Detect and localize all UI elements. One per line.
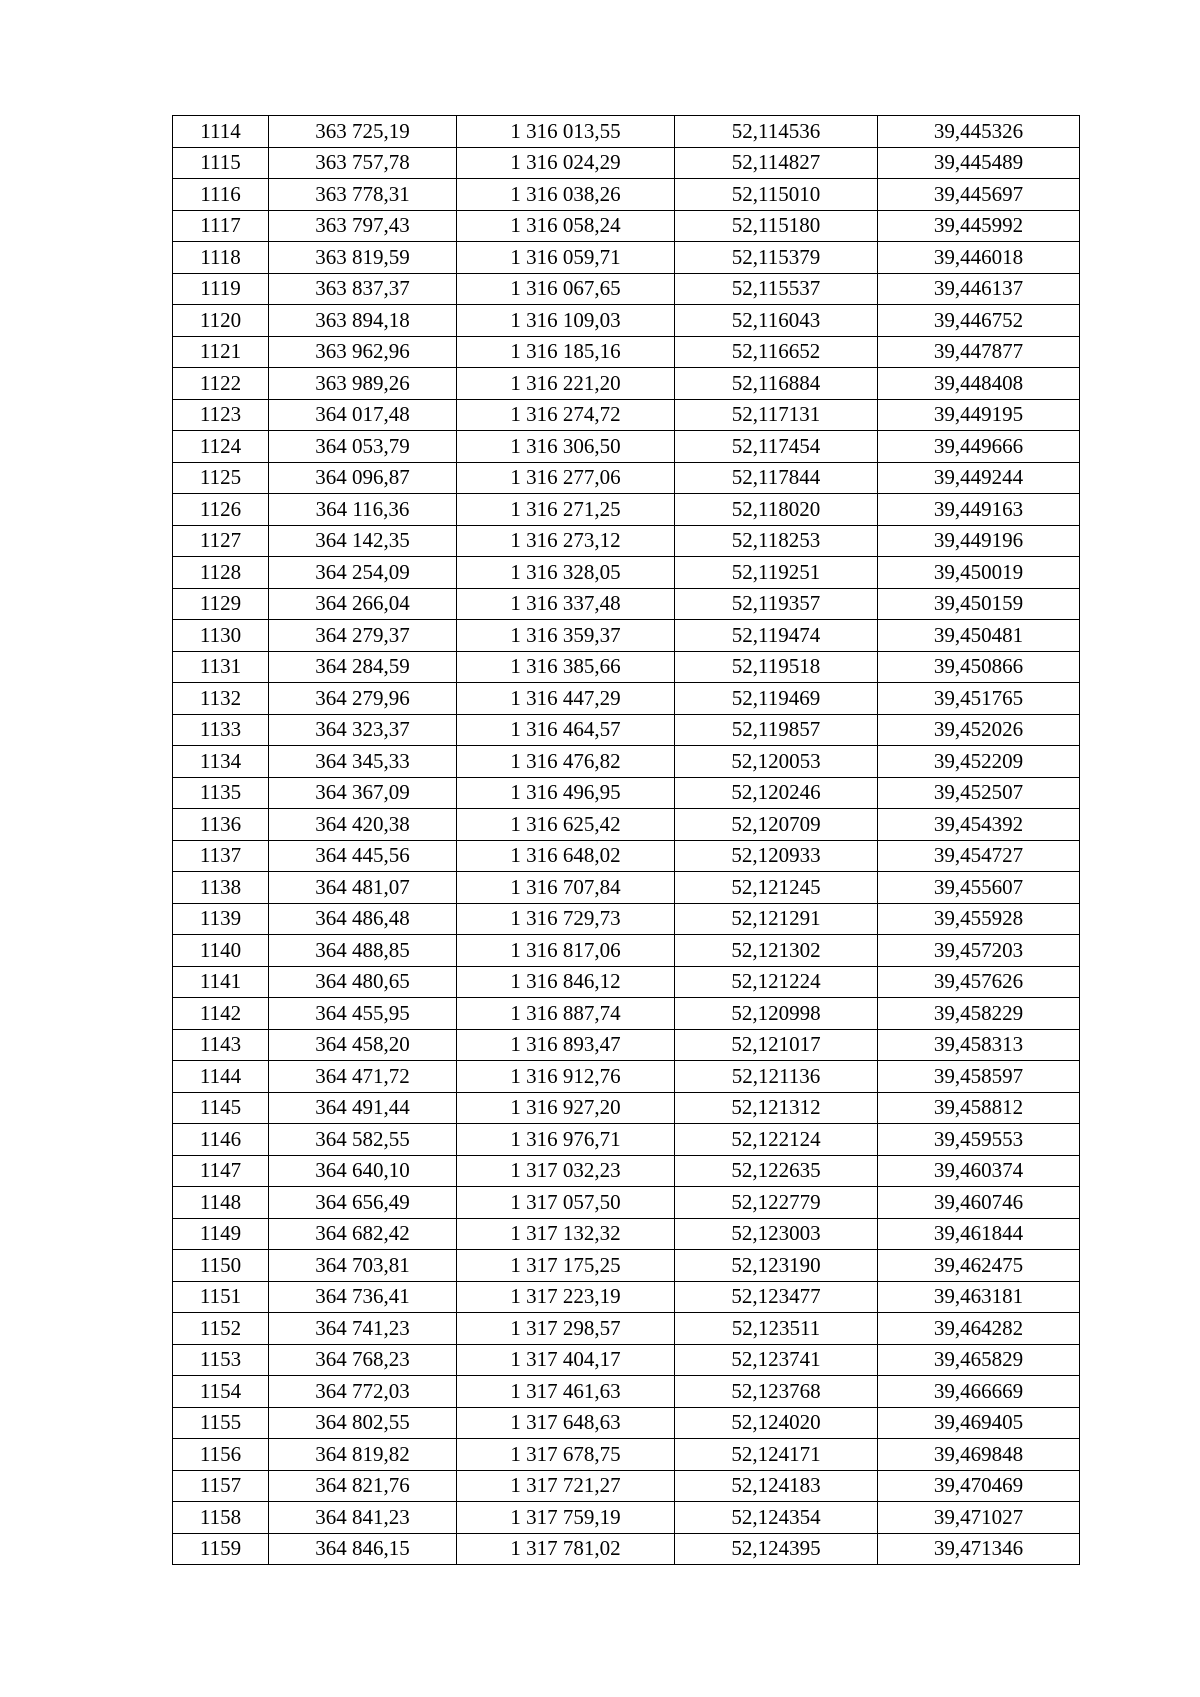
- longitude-cell: 39,457203: [878, 935, 1080, 967]
- table-row: [173, 1124, 1080, 1156]
- x-coordinate-cell: 364 841,23: [269, 1502, 457, 1534]
- table-row: [173, 336, 1080, 368]
- longitude-cell: 39,450019: [878, 557, 1080, 589]
- point-number-cell: 1140: [173, 935, 269, 967]
- point-number-cell: 1136: [173, 809, 269, 841]
- point-number-cell: 1149: [173, 1218, 269, 1250]
- table-row: [173, 494, 1080, 526]
- longitude-cell: 39,449163: [878, 494, 1080, 526]
- longitude-cell: 39,471027: [878, 1502, 1080, 1534]
- x-coordinate-cell: 364 491,44: [269, 1092, 457, 1124]
- table-row: [173, 588, 1080, 620]
- latitude-cell: 52,119357: [675, 588, 878, 620]
- latitude-cell: 52,115010: [675, 179, 878, 211]
- point-number-cell: 1117: [173, 210, 269, 242]
- longitude-cell: 39,449666: [878, 431, 1080, 463]
- longitude-cell: 39,466669: [878, 1376, 1080, 1408]
- y-coordinate-cell: 1 316 846,12: [457, 966, 675, 998]
- longitude-cell: 39,461844: [878, 1218, 1080, 1250]
- latitude-cell: 52,123190: [675, 1250, 878, 1282]
- point-number-cell: 1132: [173, 683, 269, 715]
- longitude-cell: 39,454392: [878, 809, 1080, 841]
- point-number-cell: 1119: [173, 273, 269, 305]
- y-coordinate-cell: 1 316 476,82: [457, 746, 675, 778]
- y-coordinate-cell: 1 317 721,27: [457, 1470, 675, 1502]
- latitude-cell: 52,119251: [675, 557, 878, 589]
- latitude-cell: 52,120246: [675, 777, 878, 809]
- longitude-cell: 39,448408: [878, 368, 1080, 400]
- table-row: [173, 462, 1080, 494]
- point-number-cell: 1122: [173, 368, 269, 400]
- longitude-cell: 39,445489: [878, 147, 1080, 179]
- y-coordinate-cell: 1 317 781,02: [457, 1533, 675, 1565]
- latitude-cell: 52,123511: [675, 1313, 878, 1345]
- table-row: [173, 147, 1080, 179]
- table-row: [173, 1155, 1080, 1187]
- latitude-cell: 52,118253: [675, 525, 878, 557]
- point-number-cell: 1135: [173, 777, 269, 809]
- latitude-cell: 52,120053: [675, 746, 878, 778]
- latitude-cell: 52,114827: [675, 147, 878, 179]
- latitude-cell: 52,121245: [675, 872, 878, 904]
- y-coordinate-cell: 1 316 038,26: [457, 179, 675, 211]
- y-coordinate-cell: 1 316 306,50: [457, 431, 675, 463]
- x-coordinate-cell: 364 420,38: [269, 809, 457, 841]
- point-number-cell: 1157: [173, 1470, 269, 1502]
- longitude-cell: 39,463181: [878, 1281, 1080, 1313]
- x-coordinate-cell: 364 458,20: [269, 1029, 457, 1061]
- x-coordinate-cell: 364 053,79: [269, 431, 457, 463]
- x-coordinate-cell: 364 279,37: [269, 620, 457, 652]
- latitude-cell: 52,115379: [675, 242, 878, 274]
- longitude-cell: 39,469848: [878, 1439, 1080, 1471]
- table-row: [173, 714, 1080, 746]
- point-number-cell: 1155: [173, 1407, 269, 1439]
- x-coordinate-cell: 364 819,82: [269, 1439, 457, 1471]
- coordinates-table-body: [173, 116, 1080, 1565]
- point-number-cell: 1123: [173, 399, 269, 431]
- latitude-cell: 52,121224: [675, 966, 878, 998]
- y-coordinate-cell: 1 317 678,75: [457, 1439, 675, 1471]
- latitude-cell: 52,124020: [675, 1407, 878, 1439]
- table-row: [173, 966, 1080, 998]
- y-coordinate-cell: 1 316 274,72: [457, 399, 675, 431]
- longitude-cell: 39,447877: [878, 336, 1080, 368]
- latitude-cell: 52,119518: [675, 651, 878, 683]
- point-number-cell: 1120: [173, 305, 269, 337]
- longitude-cell: 39,458597: [878, 1061, 1080, 1093]
- y-coordinate-cell: 1 316 024,29: [457, 147, 675, 179]
- point-number-cell: 1129: [173, 588, 269, 620]
- latitude-cell: 52,121017: [675, 1029, 878, 1061]
- x-coordinate-cell: 363 894,18: [269, 305, 457, 337]
- latitude-cell: 52,119857: [675, 714, 878, 746]
- latitude-cell: 52,122124: [675, 1124, 878, 1156]
- y-coordinate-cell: 1 316 912,76: [457, 1061, 675, 1093]
- point-number-cell: 1145: [173, 1092, 269, 1124]
- table-row: [173, 210, 1080, 242]
- y-coordinate-cell: 1 316 729,73: [457, 903, 675, 935]
- latitude-cell: 52,120998: [675, 998, 878, 1030]
- longitude-cell: 39,458229: [878, 998, 1080, 1030]
- x-coordinate-cell: 364 703,81: [269, 1250, 457, 1282]
- point-number-cell: 1142: [173, 998, 269, 1030]
- point-number-cell: 1127: [173, 525, 269, 557]
- longitude-cell: 39,462475: [878, 1250, 1080, 1282]
- longitude-cell: 39,471346: [878, 1533, 1080, 1565]
- y-coordinate-cell: 1 316 817,06: [457, 935, 675, 967]
- point-number-cell: 1158: [173, 1502, 269, 1534]
- y-coordinate-cell: 1 316 328,05: [457, 557, 675, 589]
- table-row: [173, 746, 1080, 778]
- point-number-cell: 1148: [173, 1187, 269, 1219]
- point-number-cell: 1143: [173, 1029, 269, 1061]
- longitude-cell: 39,445326: [878, 116, 1080, 148]
- y-coordinate-cell: 1 317 032,23: [457, 1155, 675, 1187]
- longitude-cell: 39,459553: [878, 1124, 1080, 1156]
- table-row: [173, 1092, 1080, 1124]
- table-row: [173, 809, 1080, 841]
- latitude-cell: 52,124395: [675, 1533, 878, 1565]
- x-coordinate-cell: 364 142,35: [269, 525, 457, 557]
- latitude-cell: 52,123768: [675, 1376, 878, 1408]
- latitude-cell: 52,116652: [675, 336, 878, 368]
- point-number-cell: 1150: [173, 1250, 269, 1282]
- longitude-cell: 39,449244: [878, 462, 1080, 494]
- y-coordinate-cell: 1 316 496,95: [457, 777, 675, 809]
- x-coordinate-cell: 364 254,09: [269, 557, 457, 589]
- x-coordinate-cell: 364 656,49: [269, 1187, 457, 1219]
- table-row: [173, 903, 1080, 935]
- longitude-cell: 39,460374: [878, 1155, 1080, 1187]
- table-row: [173, 557, 1080, 589]
- y-coordinate-cell: 1 316 359,37: [457, 620, 675, 652]
- latitude-cell: 52,115180: [675, 210, 878, 242]
- latitude-cell: 52,123741: [675, 1344, 878, 1376]
- longitude-cell: 39,452026: [878, 714, 1080, 746]
- y-coordinate-cell: 1 317 132,32: [457, 1218, 675, 1250]
- table-row: [173, 242, 1080, 274]
- point-number-cell: 1154: [173, 1376, 269, 1408]
- longitude-cell: 39,470469: [878, 1470, 1080, 1502]
- latitude-cell: 52,116043: [675, 305, 878, 337]
- table-row: [173, 1376, 1080, 1408]
- point-number-cell: 1152: [173, 1313, 269, 1345]
- point-number-cell: 1144: [173, 1061, 269, 1093]
- x-coordinate-cell: 364 345,33: [269, 746, 457, 778]
- point-number-cell: 1151: [173, 1281, 269, 1313]
- latitude-cell: 52,122779: [675, 1187, 878, 1219]
- y-coordinate-cell: 1 317 648,63: [457, 1407, 675, 1439]
- table-row: [173, 935, 1080, 967]
- table-row: [173, 368, 1080, 400]
- table-row: [173, 1218, 1080, 1250]
- x-coordinate-cell: 363 757,78: [269, 147, 457, 179]
- latitude-cell: 52,120933: [675, 840, 878, 872]
- longitude-cell: 39,465829: [878, 1344, 1080, 1376]
- x-coordinate-cell: 364 323,37: [269, 714, 457, 746]
- latitude-cell: 52,124171: [675, 1439, 878, 1471]
- table-row: [173, 116, 1080, 148]
- x-coordinate-cell: 363 778,31: [269, 179, 457, 211]
- point-number-cell: 1156: [173, 1439, 269, 1471]
- latitude-cell: 52,121136: [675, 1061, 878, 1093]
- x-coordinate-cell: 364 445,56: [269, 840, 457, 872]
- x-coordinate-cell: 364 481,07: [269, 872, 457, 904]
- y-coordinate-cell: 1 317 298,57: [457, 1313, 675, 1345]
- longitude-cell: 39,446752: [878, 305, 1080, 337]
- table-row: [173, 1313, 1080, 1345]
- point-number-cell: 1121: [173, 336, 269, 368]
- y-coordinate-cell: 1 316 067,65: [457, 273, 675, 305]
- x-coordinate-cell: 364 096,87: [269, 462, 457, 494]
- y-coordinate-cell: 1 316 059,71: [457, 242, 675, 274]
- x-coordinate-cell: 363 989,26: [269, 368, 457, 400]
- longitude-cell: 39,454727: [878, 840, 1080, 872]
- longitude-cell: 39,457626: [878, 966, 1080, 998]
- longitude-cell: 39,449195: [878, 399, 1080, 431]
- y-coordinate-cell: 1 316 447,29: [457, 683, 675, 715]
- y-coordinate-cell: 1 316 385,66: [457, 651, 675, 683]
- table-row: [173, 525, 1080, 557]
- x-coordinate-cell: 363 962,96: [269, 336, 457, 368]
- longitude-cell: 39,445992: [878, 210, 1080, 242]
- point-number-cell: 1138: [173, 872, 269, 904]
- point-number-cell: 1134: [173, 746, 269, 778]
- y-coordinate-cell: 1 316 277,06: [457, 462, 675, 494]
- longitude-cell: 39,450866: [878, 651, 1080, 683]
- longitude-cell: 39,450481: [878, 620, 1080, 652]
- table-row: [173, 273, 1080, 305]
- latitude-cell: 52,124183: [675, 1470, 878, 1502]
- table-row: [173, 1470, 1080, 1502]
- longitude-cell: 39,449196: [878, 525, 1080, 557]
- y-coordinate-cell: 1 317 404,17: [457, 1344, 675, 1376]
- latitude-cell: 52,123003: [675, 1218, 878, 1250]
- latitude-cell: 52,117454: [675, 431, 878, 463]
- point-number-cell: 1128: [173, 557, 269, 589]
- point-number-cell: 1159: [173, 1533, 269, 1565]
- latitude-cell: 52,114536: [675, 116, 878, 148]
- latitude-cell: 52,116884: [675, 368, 878, 400]
- x-coordinate-cell: 364 802,55: [269, 1407, 457, 1439]
- latitude-cell: 52,118020: [675, 494, 878, 526]
- longitude-cell: 39,452209: [878, 746, 1080, 778]
- latitude-cell: 52,124354: [675, 1502, 878, 1534]
- x-coordinate-cell: 363 797,43: [269, 210, 457, 242]
- longitude-cell: 39,451765: [878, 683, 1080, 715]
- longitude-cell: 39,446018: [878, 242, 1080, 274]
- latitude-cell: 52,122635: [675, 1155, 878, 1187]
- longitude-cell: 39,460746: [878, 1187, 1080, 1219]
- table-row: [173, 620, 1080, 652]
- table-row: [173, 399, 1080, 431]
- table-row: [173, 1344, 1080, 1376]
- y-coordinate-cell: 1 316 337,48: [457, 588, 675, 620]
- table-row: [173, 683, 1080, 715]
- point-number-cell: 1118: [173, 242, 269, 274]
- latitude-cell: 52,120709: [675, 809, 878, 841]
- table-row: [173, 1533, 1080, 1565]
- y-coordinate-cell: 1 317 759,19: [457, 1502, 675, 1534]
- x-coordinate-cell: 364 736,41: [269, 1281, 457, 1313]
- y-coordinate-cell: 1 316 927,20: [457, 1092, 675, 1124]
- y-coordinate-cell: 1 316 109,03: [457, 305, 675, 337]
- y-coordinate-cell: 1 316 013,55: [457, 116, 675, 148]
- y-coordinate-cell: 1 316 625,42: [457, 809, 675, 841]
- y-coordinate-cell: 1 316 058,24: [457, 210, 675, 242]
- latitude-cell: 52,121312: [675, 1092, 878, 1124]
- table-row: [173, 1502, 1080, 1534]
- table-row: [173, 840, 1080, 872]
- longitude-cell: 39,445697: [878, 179, 1080, 211]
- x-coordinate-cell: 364 486,48: [269, 903, 457, 935]
- longitude-cell: 39,455607: [878, 872, 1080, 904]
- x-coordinate-cell: 364 846,15: [269, 1533, 457, 1565]
- latitude-cell: 52,117844: [675, 462, 878, 494]
- y-coordinate-cell: 1 316 976,71: [457, 1124, 675, 1156]
- table-row: [173, 431, 1080, 463]
- table-row: [173, 1061, 1080, 1093]
- latitude-cell: 52,123477: [675, 1281, 878, 1313]
- table-row: [173, 1250, 1080, 1282]
- point-number-cell: 1147: [173, 1155, 269, 1187]
- table-row: [173, 179, 1080, 211]
- table-row: [173, 1187, 1080, 1219]
- y-coordinate-cell: 1 317 175,25: [457, 1250, 675, 1282]
- x-coordinate-cell: 364 821,76: [269, 1470, 457, 1502]
- x-coordinate-cell: 364 682,42: [269, 1218, 457, 1250]
- point-number-cell: 1139: [173, 903, 269, 935]
- latitude-cell: 52,121291: [675, 903, 878, 935]
- y-coordinate-cell: 1 316 893,47: [457, 1029, 675, 1061]
- x-coordinate-cell: 363 725,19: [269, 116, 457, 148]
- point-number-cell: 1153: [173, 1344, 269, 1376]
- y-coordinate-cell: 1 316 185,16: [457, 336, 675, 368]
- longitude-cell: 39,446137: [878, 273, 1080, 305]
- longitude-cell: 39,455928: [878, 903, 1080, 935]
- point-number-cell: 1125: [173, 462, 269, 494]
- x-coordinate-cell: 363 837,37: [269, 273, 457, 305]
- y-coordinate-cell: 1 316 273,12: [457, 525, 675, 557]
- point-number-cell: 1141: [173, 966, 269, 998]
- point-number-cell: 1137: [173, 840, 269, 872]
- x-coordinate-cell: 364 488,85: [269, 935, 457, 967]
- latitude-cell: 52,117131: [675, 399, 878, 431]
- point-number-cell: 1126: [173, 494, 269, 526]
- table-row: [173, 872, 1080, 904]
- y-coordinate-cell: 1 316 887,74: [457, 998, 675, 1030]
- longitude-cell: 39,469405: [878, 1407, 1080, 1439]
- y-coordinate-cell: 1 317 057,50: [457, 1187, 675, 1219]
- x-coordinate-cell: 364 367,09: [269, 777, 457, 809]
- point-number-cell: 1116: [173, 179, 269, 211]
- point-number-cell: 1146: [173, 1124, 269, 1156]
- x-coordinate-cell: 364 017,48: [269, 399, 457, 431]
- table-row: [173, 1281, 1080, 1313]
- latitude-cell: 52,119474: [675, 620, 878, 652]
- longitude-cell: 39,450159: [878, 588, 1080, 620]
- point-number-cell: 1124: [173, 431, 269, 463]
- longitude-cell: 39,458313: [878, 1029, 1080, 1061]
- x-coordinate-cell: 364 741,23: [269, 1313, 457, 1345]
- x-coordinate-cell: 364 640,10: [269, 1155, 457, 1187]
- point-number-cell: 1130: [173, 620, 269, 652]
- coordinates-table: [172, 115, 1080, 1565]
- y-coordinate-cell: 1 316 707,84: [457, 872, 675, 904]
- point-number-cell: 1115: [173, 147, 269, 179]
- x-coordinate-cell: 364 455,95: [269, 998, 457, 1030]
- x-coordinate-cell: 364 116,36: [269, 494, 457, 526]
- longitude-cell: 39,464282: [878, 1313, 1080, 1345]
- table-row: [173, 998, 1080, 1030]
- y-coordinate-cell: 1 317 223,19: [457, 1281, 675, 1313]
- x-coordinate-cell: 364 284,59: [269, 651, 457, 683]
- point-number-cell: 1133: [173, 714, 269, 746]
- y-coordinate-cell: 1 316 271,25: [457, 494, 675, 526]
- x-coordinate-cell: 364 266,04: [269, 588, 457, 620]
- x-coordinate-cell: 364 480,65: [269, 966, 457, 998]
- y-coordinate-cell: 1 316 221,20: [457, 368, 675, 400]
- table-row: [173, 1439, 1080, 1471]
- longitude-cell: 39,452507: [878, 777, 1080, 809]
- x-coordinate-cell: 364 768,23: [269, 1344, 457, 1376]
- table-row: [173, 1029, 1080, 1061]
- point-number-cell: 1114: [173, 116, 269, 148]
- table-row: [173, 651, 1080, 683]
- y-coordinate-cell: 1 317 461,63: [457, 1376, 675, 1408]
- x-coordinate-cell: 364 582,55: [269, 1124, 457, 1156]
- point-number-cell: 1131: [173, 651, 269, 683]
- longitude-cell: 39,458812: [878, 1092, 1080, 1124]
- table-row: [173, 305, 1080, 337]
- x-coordinate-cell: 364 471,72: [269, 1061, 457, 1093]
- x-coordinate-cell: 364 279,96: [269, 683, 457, 715]
- latitude-cell: 52,115537: [675, 273, 878, 305]
- x-coordinate-cell: 363 819,59: [269, 242, 457, 274]
- y-coordinate-cell: 1 316 648,02: [457, 840, 675, 872]
- table-row: [173, 777, 1080, 809]
- latitude-cell: 52,121302: [675, 935, 878, 967]
- x-coordinate-cell: 364 772,03: [269, 1376, 457, 1408]
- latitude-cell: 52,119469: [675, 683, 878, 715]
- table-row: [173, 1407, 1080, 1439]
- y-coordinate-cell: 1 316 464,57: [457, 714, 675, 746]
